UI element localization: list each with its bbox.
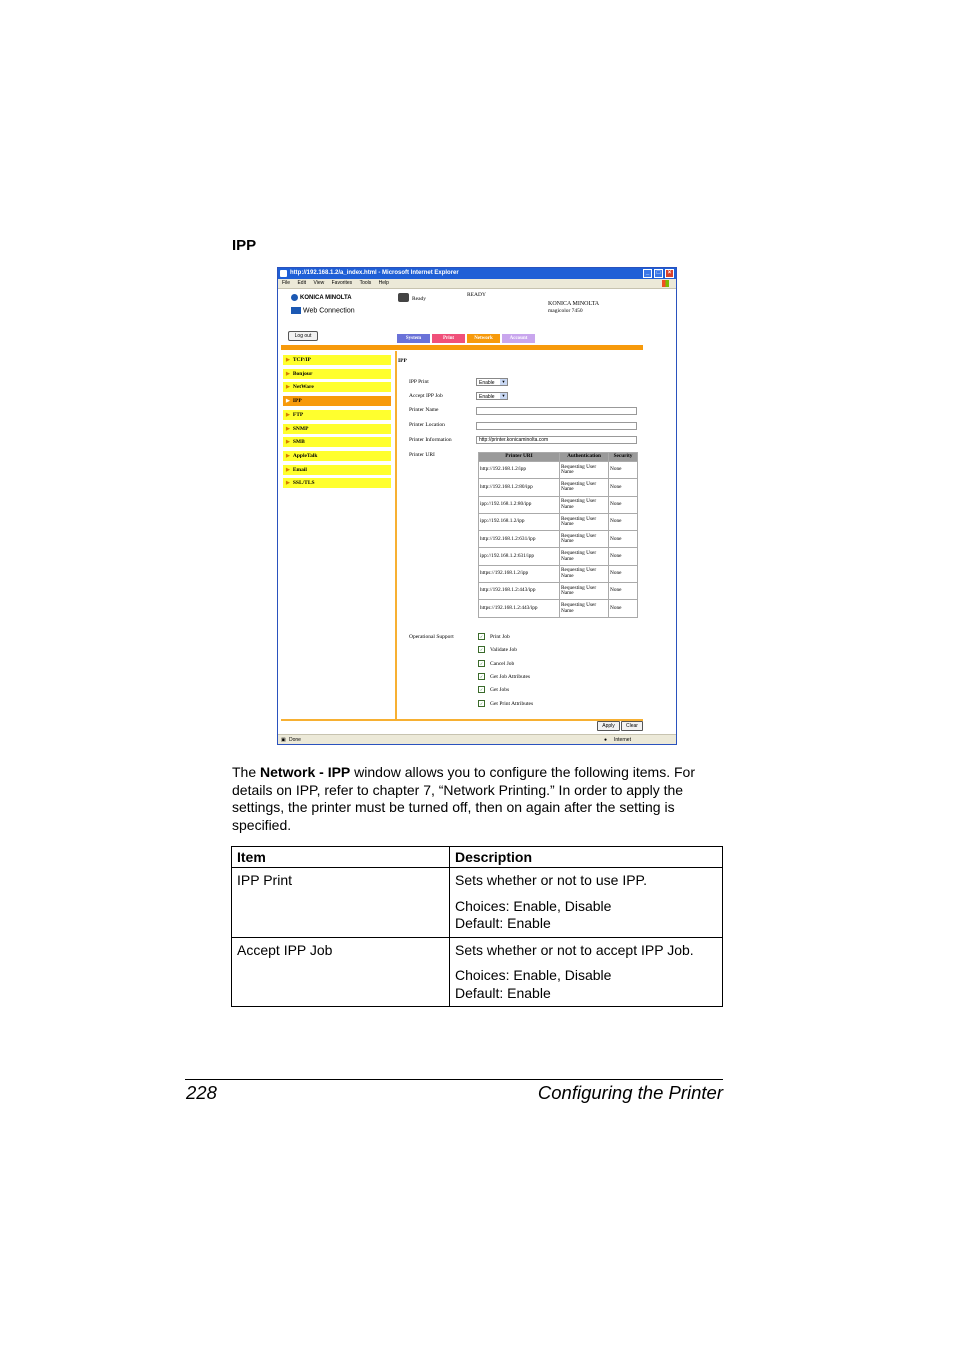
op-cancel-job[interactable] — [478, 660, 514, 667]
security-cell: None — [609, 496, 638, 513]
uri-cell: http://192.168.1.2:631/ipp — [479, 531, 560, 548]
intro-bold: Network - IPP — [260, 764, 351, 780]
op-print-job[interactable] — [478, 633, 510, 640]
brand-name: KONICA MINOLTA — [548, 301, 600, 307]
auth-cell: Requesting User Name — [560, 496, 609, 513]
status-left: Done — [289, 737, 301, 743]
arrow-right-icon: ▶ — [286, 426, 290, 432]
uri-header: Printer URI — [479, 453, 560, 462]
security-cell: None — [609, 600, 638, 617]
op-label: Get Job Attributes — [490, 673, 531, 680]
sidebar-item-label: SMB — [292, 439, 305, 446]
menu-view[interactable]: View — [313, 280, 325, 286]
table-row — [232, 868, 723, 938]
uri-cell: https://192.168.1.2:443/ipp — [479, 600, 560, 617]
arrow-right-icon: ▶ — [286, 453, 290, 459]
choices-text: Choices: Enable, Disable — [455, 967, 612, 983]
maximize-icon[interactable]: □ — [654, 269, 663, 278]
browser-title: http://192.168.1.2/a_index.html - Microsoft Internet Explorer — [290, 270, 459, 276]
op-label: Print Job — [490, 633, 510, 640]
page-number: 228 — [186, 1082, 217, 1103]
uri-cell: http://192.168.1.2:443/ipp — [479, 583, 560, 600]
footer-rule — [185, 1079, 723, 1080]
printer-name-label: Printer Name — [409, 407, 439, 413]
sidebar-item-ssltls[interactable] — [283, 478, 391, 488]
description-text: Sets whether or not to use IPP. — [455, 872, 647, 888]
op-validate-job[interactable] — [478, 646, 517, 653]
close-icon[interactable]: × — [665, 269, 674, 278]
sidebar-item-ipp[interactable] — [283, 396, 391, 406]
chevron-down-icon: ▼ — [501, 379, 506, 384]
chapter-title: Configuring the Printer — [537, 1082, 723, 1103]
menu-edit[interactable]: Edit — [297, 280, 307, 286]
browser-statusbar — [278, 734, 676, 745]
uri-cell: ipp://192.168.1.2:631/ipp — [479, 548, 560, 565]
menu-help[interactable]: Help — [378, 280, 389, 286]
security-cell: None — [609, 513, 638, 530]
uri-cell: https://192.168.1.2/ipp — [479, 565, 560, 582]
checkbox-checked-icon[interactable]: ✓ — [479, 661, 484, 666]
op-get-jobs[interactable] — [478, 686, 509, 693]
menu-file[interactable]: File — [282, 280, 291, 286]
arrow-right-icon: ▶ — [286, 467, 290, 473]
menu-tools[interactable]: Tools — [359, 280, 372, 286]
sidebar-item-tcpip[interactable] — [283, 355, 391, 365]
op-label: Cancel Job — [490, 660, 515, 667]
arrow-right-icon: ▶ — [286, 358, 290, 363]
sidebar-item-label: FTP — [292, 411, 304, 418]
tab-system[interactable]: System — [397, 334, 430, 343]
sidebar-item-appletalk[interactable] — [283, 451, 391, 461]
sidebar-item-netware[interactable] — [283, 382, 391, 392]
auth-cell: Requesting User Name — [560, 531, 609, 548]
printer-uri-table — [478, 452, 638, 618]
ie-icon — [280, 270, 287, 277]
item-name: Accept IPP Job — [237, 941, 333, 958]
chevron-down-icon: ▼ — [501, 393, 506, 398]
konica-minolta-logo — [291, 294, 352, 301]
tab-print[interactable]: Print — [432, 334, 465, 343]
uri-cell: http://192.168.1.2/ipp — [479, 462, 560, 479]
section-heading: IPP — [232, 237, 257, 254]
sidebar-item-label: TCP/IP — [292, 357, 311, 363]
table-row — [479, 600, 638, 617]
pagescope-icon — [291, 307, 301, 314]
arrow-right-icon: ▶ — [286, 412, 290, 418]
description-header: Description — [450, 847, 723, 868]
table-row — [479, 513, 638, 530]
auth-cell: Requesting User Name — [560, 548, 609, 565]
security-cell: None — [609, 462, 638, 479]
description-cell — [450, 868, 723, 938]
checkbox-checked-icon[interactable]: ✓ — [479, 687, 484, 692]
sidebar-item-smb[interactable] — [283, 437, 391, 447]
arrow-right-icon: ▶ — [286, 371, 290, 377]
auth-cell: Requesting User Name — [560, 600, 609, 617]
table-row — [479, 548, 638, 565]
intro-text: The — [232, 764, 261, 780]
table-row — [479, 496, 638, 513]
op-label: Validate Job — [490, 646, 518, 653]
sidebar-item-snmp[interactable] — [283, 424, 391, 434]
web-connection-page — [278, 289, 676, 734]
brand-logo-text: KONICA MINOLTA — [300, 295, 352, 302]
page-icon: ▣ — [281, 737, 286, 743]
web-connection-text: Web Connection — [303, 307, 355, 315]
default-text: Default: Enable — [455, 915, 551, 931]
sidebar-item-ftp[interactable] — [283, 410, 391, 420]
model-name: magicolor 7450 — [548, 308, 583, 314]
item-cell — [232, 868, 450, 938]
ipp-print-label: IPP Print — [409, 379, 429, 385]
globe-icon — [291, 294, 298, 301]
checkbox-checked-icon[interactable]: ✓ — [479, 634, 484, 639]
arrow-right-icon: ▶ — [286, 440, 290, 446]
web-connection-logo — [291, 307, 355, 314]
tab-account[interactable]: Account — [502, 334, 535, 343]
security-cell: None — [609, 548, 638, 565]
printer-location-label: Printer Location — [409, 422, 445, 428]
arrow-right-icon: ▶ — [286, 481, 290, 487]
accept-ipp-job-select[interactable] — [476, 392, 508, 400]
header-divider — [281, 345, 643, 350]
op-get-job-attributes[interactable] — [478, 673, 530, 680]
sidebar-item-label: SSL/TLS — [292, 480, 315, 487]
apply-button[interactable]: Apply — [597, 721, 620, 731]
uri-cell: ipp://192.168.1.2:80/ipp — [479, 496, 560, 513]
auth-cell: Requesting User Name — [560, 479, 609, 496]
sidebar-item-bonjour[interactable] — [283, 369, 391, 379]
item-cell — [232, 937, 450, 1007]
security-cell: None — [609, 479, 638, 496]
sidebar-item-email[interactable] — [283, 465, 391, 475]
choices-text: Choices: Enable, Disable — [455, 897, 612, 914]
uri-cell: http://192.168.1.2:80/ipp — [479, 479, 560, 496]
ready-label: Ready — [412, 296, 427, 302]
printer-icon — [398, 293, 409, 302]
intro-text-cont: window allows you to configure the following items. For details on IPP, refer to chapter 7, “Network Printing.” In order to apply the settings, the printer must be turned off, then on again after the setting is specified. — [232, 764, 695, 833]
printer-info-label: Printer Information — [409, 437, 452, 443]
table-row — [479, 479, 638, 496]
sidebar-item-label: IPP — [292, 398, 302, 405]
printer-uri-label: Printer URI — [409, 452, 435, 458]
menu-favorites[interactable]: Favorites — [331, 280, 353, 286]
auth-header: Authentication — [560, 453, 609, 462]
sidebar-item-label: Bonjour — [292, 370, 313, 377]
arrow-right-icon: ▶ — [286, 385, 290, 391]
printer-name-input[interactable] — [476, 407, 637, 415]
table-row — [232, 937, 723, 1007]
browser-titlebar — [278, 268, 676, 279]
security-header: Security — [609, 453, 638, 462]
op-label: Get Print Attributes — [490, 700, 534, 707]
intro-paragraph — [232, 764, 724, 834]
sidebar-divider — [395, 351, 397, 720]
logout-button[interactable]: Log out — [288, 331, 318, 341]
op-label: Get Jobs — [490, 686, 510, 693]
table-row — [479, 565, 638, 582]
sidebar-item-label: SNMP — [292, 425, 309, 432]
accept-ipp-job-label: Accept IPP Job — [409, 393, 443, 399]
clear-button[interactable]: Clear — [621, 721, 643, 731]
arrow-right-icon: ▶ — [286, 399, 290, 405]
printer-status: READY — [467, 292, 486, 298]
security-cell: None — [609, 565, 638, 582]
page-title: IPP — [398, 358, 407, 364]
op-get-print-attributes[interactable] — [478, 700, 533, 707]
auth-cell: Requesting User Name — [560, 583, 609, 600]
item-name: IPP Print — [237, 872, 292, 888]
settings-table — [231, 846, 723, 1007]
checkbox-checked-icon[interactable]: ✓ — [479, 701, 484, 706]
uri-cell: ipp://192.168.1.2/ipp — [479, 513, 560, 530]
table-row — [479, 583, 638, 600]
footer-divider — [281, 719, 643, 721]
item-header: Item — [232, 847, 450, 868]
browser-screenshot — [277, 267, 677, 745]
table-row — [479, 531, 638, 548]
ipp-print-select[interactable] — [476, 378, 508, 386]
security-cell: None — [609, 531, 638, 548]
security-cell: None — [609, 583, 638, 600]
table-row — [479, 462, 638, 479]
printer-info-input[interactable]: http://printer.konicaminolta.com — [476, 436, 637, 444]
sidebar-item-label: Email — [292, 466, 307, 473]
checkbox-checked-icon[interactable]: ✓ — [479, 647, 484, 652]
tab-network[interactable]: Network — [467, 334, 500, 343]
windows-logo-icon — [662, 280, 669, 287]
sidebar-item-label: NetWare — [292, 384, 314, 391]
default-text: Default: Enable — [455, 984, 551, 1001]
checkbox-checked-icon[interactable]: ✓ — [479, 674, 484, 679]
globe-icon: ● — [604, 737, 608, 743]
auth-cell: Requesting User Name — [560, 565, 609, 582]
auth-cell: Requesting User Name — [560, 513, 609, 530]
accept-ipp-job-value: Enable — [479, 394, 495, 400]
description-cell — [450, 937, 723, 1007]
printer-location-input[interactable] — [476, 422, 637, 430]
description-text: Sets whether or not to accept IPP Job. — [455, 941, 694, 958]
auth-cell: Requesting User Name — [560, 462, 609, 479]
browser-menubar — [278, 279, 676, 289]
operational-support-label: Operational Support — [409, 634, 454, 640]
ipp-print-value: Enable — [479, 380, 495, 386]
minimize-icon[interactable]: _ — [643, 269, 652, 278]
sidebar-item-label: AppleTalk — [292, 452, 318, 459]
status-zone: Internet — [614, 737, 631, 743]
